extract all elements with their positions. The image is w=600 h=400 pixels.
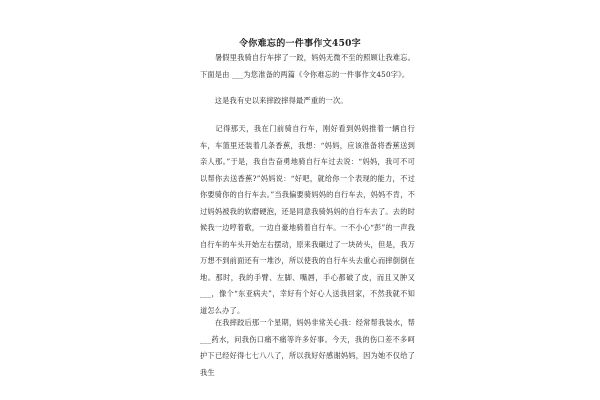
paragraph-intro: 暑假里我骑自行车摔了一跤，妈妈无微不至的照顾让我难忘。下面是由 ___为您准备的两篇《令你难忘的一件事作文450字》。 — [200, 53, 415, 79]
paragraph-statement: 这是我有史以来摔跤摔得最严重的一次。 — [200, 96, 348, 105]
document-title: 令你难忘的一件事作文450字 — [239, 39, 361, 49]
paragraph-aftermath: 在我摔跤后那一个星期，妈妈非常关心我：经常帮我装水，帮___药水，问我伤口痛不痛等许多好事。今天，我的伤口差不多呵护下已经好得七七八八了，所以我好好感谢妈妈，因为她不仅给了我生 — [200, 318, 415, 377]
paragraph-story: 记得那天，我在门前骑自行车，刚好看到妈妈推着一辆自行车，车篮里还装着几条香蕉，我想：“妈妈，应该准备将香蕉送到亲人那。”于是，我自告奋勇地骑自行车过去说：“妈妈，我可不可以帮你去送香蕉?”妈妈说：“好吧，就给你一个表现的能力，不过你要骑你的自行车去。”当我偏要骑妈妈的自行车去，妈妈不肯，不过妈妈被我的软磨硬泡，还是同意我骑妈妈的自行车去了。去的时候我一边哼着歌，一边自豪地骑着自行车。一不小心“彭”的一声我自行车的车头开始左右摆动，原来我碾过了一块砖头，但是，我万万想不到前面还有一堆沙，所以使我的自行车头去重心而摔倒倒在地。那时，我的手臂、左脚、嘴唇，手心都破了皮，而且又肿又 ___，像个“东亚病夫”，幸好有个好心人送我回家，不然我就不知道怎么办了。 — [200, 124, 415, 315]
